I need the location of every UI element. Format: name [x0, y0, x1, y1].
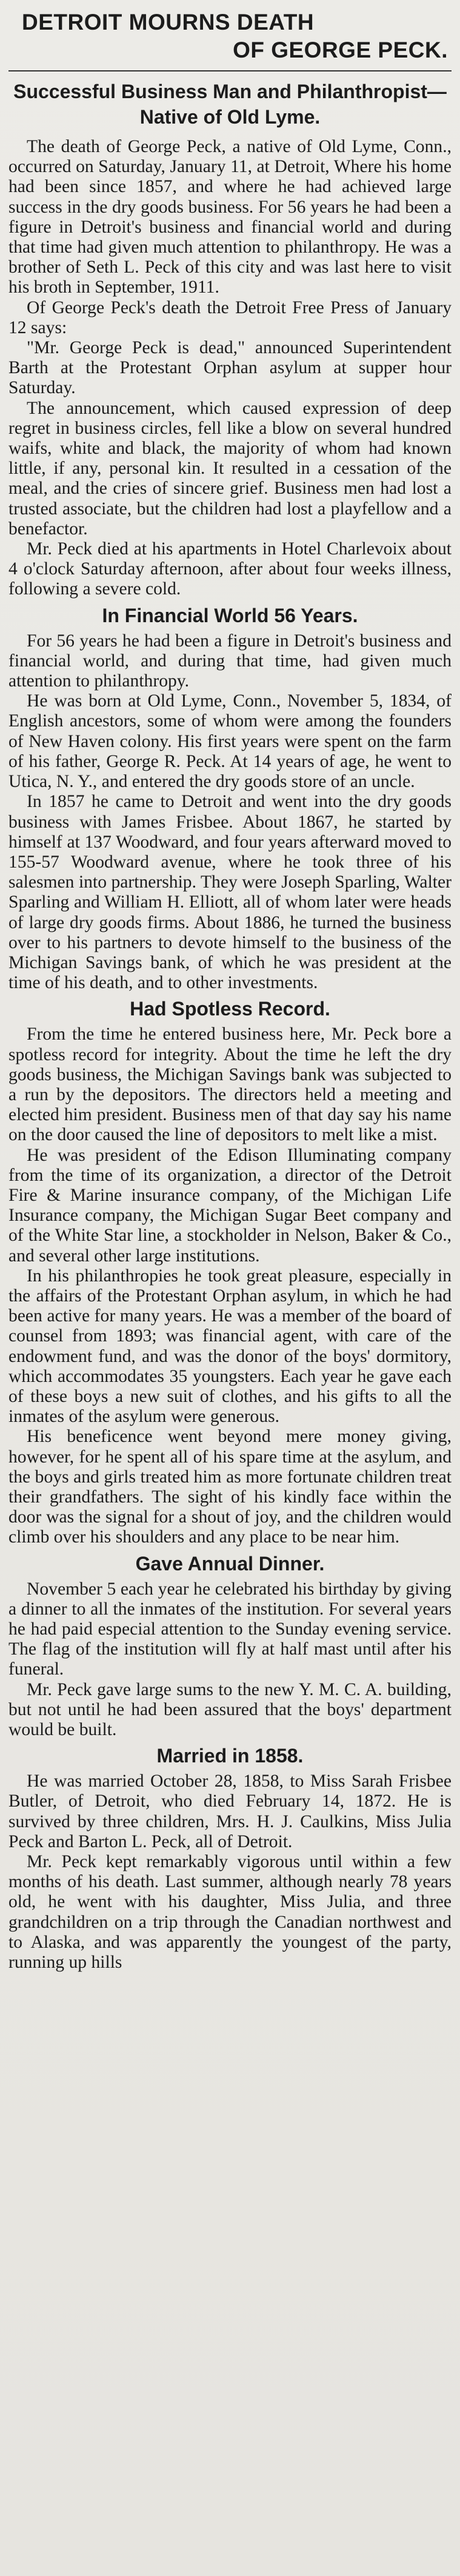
paragraph: Mr. Peck kept remarkably vigorous until within a few months of his death. Last summer, although nearly 78 years old, he went with his daughter, Miss Julia, and three grandchildren on a trip through the Canadian northwest and to Alaska, and was apparently the youngest of the party, running up hills: [8, 1852, 452, 1973]
paragraph: From the time he entered business here, Mr. Peck bore a spotless record for integrity. About the time he left the dry goods business, the Michigan Savings bank was subjected to a run by the depositors. The directors held a meeting and elected him president. Business men of that day say his name on the door caused the line of depositors to melt like a mist.: [8, 1024, 452, 1145]
article-section: [8, 1550, 452, 1741]
paragraph: He was married October 28, 1858, to Miss Sarah Frisbee Butler, of Detroit, who died February 14, 1872. He is survived by three children, Mrs. H. J. Caulkins, Miss Julia Peck and Barton L. Peck, all of Detroit.: [8, 1771, 452, 1851]
section-subhead: In Financial World 56 Years.: [102, 604, 358, 626]
section-subhead: Married in 1858.: [156, 1745, 304, 1767]
article-section: [8, 1742, 452, 1973]
paragraph: The announcement, which caused expression of deep regret in business circles, fell like a blow on several hundred waifs, white and black, the majority of whom had known little, if any, personal kin. It resulted in a cessation of the meal, and the cries of sincere grief. Business men had lost a trusted associate, but the children had lost a playfellow and a benefactor.: [8, 398, 452, 539]
paragraph: Mr. Peck died at his apartments in Hotel Charlevoix about 4 o'clock Saturday afternoon, after about four weeks illness, following a severe cold.: [8, 539, 452, 599]
headline-line-2: OF GEORGE PECK.: [233, 38, 448, 62]
paragraph: "Mr. George Peck is dead," announced Superintendent Barth at the Protestant Orphan asylum at supper hour Saturday.: [8, 338, 452, 398]
paragraph: The death of George Peck, a native of Old Lyme, Conn., occurred on Saturday, January 11, at Detroit, Where his home had been since 1857, and where he had achieved large success in the dry goods business. For 56 years he had been a figure in Detroit's business and financial world and during that time had given much attention to philanthropy. He was a brother of Seth L. Peck of this city and was last here to visit his broth in September, 1911.: [8, 137, 452, 297]
section-subhead: Gave Annual Dinner.: [135, 1552, 325, 1575]
paragraph: November 5 each year he celebrated his birthday by giving a dinner to all the inmates of the institution. For several years he had paid especial attention to the Sunday evening service. The flag of the institution will fly at half mast until after his funeral.: [8, 1579, 452, 1679]
headline-line-1: DETROIT MOURNS DEATH: [22, 10, 315, 35]
paragraph: In 1857 he came to Detroit and went into the dry goods business with James Frisbee. About 1867, he started by himself at 137 Woodward, and four years afterward moved to 155-57 Woodward avenue, where he took three of his salesmen into partnership. They were Joseph Sparling, Walter Sparling and William H. Elliott, all of whom later were heads of large dry goods firms. About 1886, he turned the business over to his partners to devote himself to the business of the Michigan Savings bank, of which he was president at the time of his death, and to other investments.: [8, 792, 452, 993]
paragraph: For 56 years he had been a figure in Detroit's business and financial world, and during that time, had given much attention to philanthropy.: [8, 631, 452, 691]
article-body: [8, 137, 452, 1973]
article-section: [8, 137, 452, 600]
headline: [8, 8, 452, 64]
section-subhead: Had Spotless Record.: [130, 998, 330, 1020]
deck: Successful Business Man and Philanthropist—Native of Old Lyme.: [13, 81, 447, 128]
paragraph: Of George Peck's death the Detroit Free Press of January 12 says:: [8, 297, 452, 337]
paragraph: Mr. Peck gave large sums to the new Y. M. C. A. building, but not until he had been assured that the boys' department would be built.: [8, 1679, 452, 1740]
article-section: [8, 995, 452, 1547]
article-section: [8, 602, 452, 994]
paragraph: His beneficence went beyond mere money giving, however, for he spent all of his spare time at the asylum, and the boys and girls treated him as more fortunate children treat their grandfathers. The sight of his kindly face within the door was the signal for a shout of joy, and the children would climb over his shoulders and any place to be near him.: [8, 1427, 452, 1547]
paragraph: In his philanthropies he took great pleasure, especially in the affairs of the Protestant Orphan asylum, in which he had been active for many years. He was a member of the board of counsel from 1893; was financial agent, with care of the endowment fund, and was the donor of the boys' dormitory, which accommodates 35 youngsters. Each year he gave each of these boys a new suit of clothes, and his gifts to all the inmates of the asylum were generous.: [8, 1266, 452, 1427]
paragraph: He was born at Old Lyme, Conn., November 5, 1834, of English ancestors, some of whom were among the founders of New Haven colony. His first years were spent on the farm of his father, George R. Peck. At 14 years of age, he went to Utica, N. Y., and entered the dry goods store of an uncle.: [8, 691, 452, 792]
headline-rule: [8, 70, 452, 71]
paragraph: He was president of the Edison Illuminating company from the time of its organization, a director of the Detroit Fire & Marine insurance company, of the Michigan Life Insurance company, the Michigan Sugar Beet company and of the White Star line, a stockholder in Nelson, Baker & Co., and several other large institutions.: [8, 1145, 452, 1266]
